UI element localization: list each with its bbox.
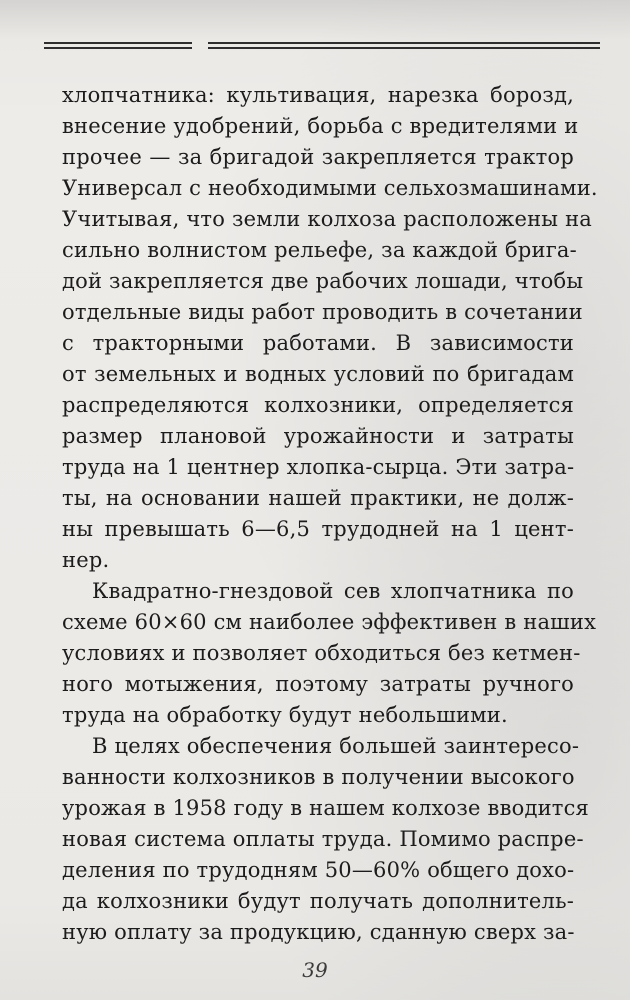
text-line: деления по трудодням 50—60% общего дохо- — [62, 858, 575, 882]
text-line: труда на 1 центнер хлопка-сырца. Эти затра- — [62, 455, 575, 479]
text-line: урожая в 1958 году в нашем колхозе вводится — [62, 796, 589, 820]
text-line: Квадратно-гнездовой сев хлопчатника по — [92, 579, 574, 603]
header-rule-bottom-line — [44, 47, 600, 49]
header-rule-gap — [192, 40, 208, 52]
text-line: Универсал с необходимыми сельхозмашинами. — [62, 176, 598, 200]
text-line: дой закрепляется две рабочих лошади, чтобы — [62, 269, 584, 293]
text-line: схеме 60×60 см наиболее эффективен в наших — [62, 610, 597, 634]
text-line: да колхозники будут получать дополнитель- — [62, 889, 574, 913]
text-line: Учитывая, что земли колхоза расположены на — [62, 207, 593, 231]
text-line: с тракторными работами. В зависимости — [62, 331, 574, 355]
text-line: ного мотыжения, поэтому затраты ручного — [62, 672, 574, 696]
text-line: труда на обработку будут небольшими. — [62, 703, 508, 727]
text-line: ты, на основании нашей практики, не долж- — [62, 486, 574, 510]
text-line: распределяются колхозники, определяется — [62, 393, 574, 417]
text-line: хлопчатника: культивация, нарезка борозд, — [62, 83, 574, 107]
text-line: ванности колхозников в получении высокого — [62, 765, 575, 789]
text-line: от земельных и водных условий по бригадам — [62, 362, 574, 386]
text-line: внесение удобрений, борьба с вредителями и — [62, 114, 579, 138]
text-line: ную оплату за продукцию, сданную сверх за- — [62, 920, 575, 944]
page-number: 39 — [302, 958, 328, 982]
text-line: прочее — за бригадой закрепляется трактор — [62, 145, 574, 169]
text-line: условиях и позволяет обходиться без кетмен- — [62, 641, 581, 665]
text-line: сильно волнистом рельефе, за каждой брига- — [62, 238, 577, 262]
text-line: нер. — [62, 548, 110, 572]
body-text — [62, 80, 598, 948]
text-line: размер плановой урожайности и затраты — [62, 424, 574, 448]
text-line: новая система оплаты труда. Помимо распре- — [62, 827, 584, 851]
header-double-rule — [44, 42, 600, 51]
header-rule-top-line — [44, 42, 600, 44]
text-line: В целях обеспечения большей заинтересо- — [92, 734, 580, 758]
text-line: ны превышать 6—6,5 трудодней на 1 цент- — [62, 517, 574, 541]
text-line: отдельные виды работ проводить в сочетании — [62, 300, 583, 324]
